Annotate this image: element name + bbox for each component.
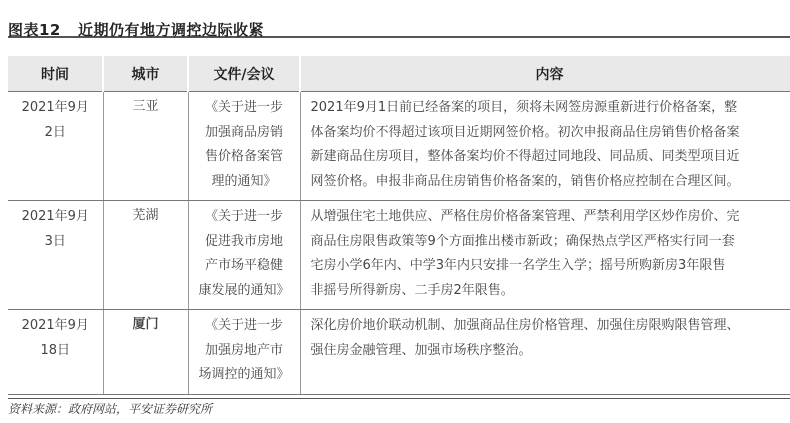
date-line: 2021年9月 bbox=[21, 209, 89, 224]
document-line: 产市场平稳健 bbox=[204, 258, 283, 273]
caption-text: 图表12 近期仍有地方调控边际收紧 bbox=[8, 21, 265, 39]
document-line: 康发展的通知》 bbox=[198, 282, 290, 298]
source-note: 资料来源：政府网站，平安证券研究所 bbox=[8, 398, 790, 417]
content-line: 从增强住宅土地供应、严格住房价格备案管理、严禁利用学区炒作房价、完 bbox=[310, 209, 740, 224]
header-city: 城市 bbox=[103, 56, 188, 92]
date-line: 18日 bbox=[40, 342, 71, 358]
document-line: 《关于进一步 bbox=[204, 318, 283, 333]
table-row bbox=[8, 310, 790, 395]
date-line: 3日 bbox=[44, 233, 66, 249]
date-line: 2021年9月 bbox=[21, 100, 89, 115]
document-line: 售价格备案管 bbox=[204, 149, 283, 164]
content-line: 网签价格。申报非商品住房销售价格备案的，销售价格应控制在合理区间。 bbox=[310, 173, 740, 189]
header-document: 文件/会议 bbox=[188, 56, 300, 92]
document-line: 加强商品房销 bbox=[204, 124, 283, 140]
content-cell bbox=[300, 201, 790, 310]
content-line: 商品住房限售政策等9个方面推出楼市新政；确保热点学区严格实行同一套 bbox=[310, 233, 735, 249]
document-line: 加强房地产市 bbox=[204, 342, 283, 358]
document-cell bbox=[188, 201, 300, 310]
table-row bbox=[8, 92, 790, 201]
header-content: 内容 bbox=[300, 56, 790, 92]
city-cell: 芜湖 bbox=[103, 201, 188, 310]
content-cell bbox=[300, 310, 790, 395]
content-cell bbox=[300, 92, 790, 201]
content-line: 2021年9月1日前已经备案的项目，须将未网签房源重新进行价格备案，整 bbox=[310, 100, 738, 115]
header-time: 时间 bbox=[8, 56, 103, 92]
date-cell bbox=[8, 201, 103, 310]
content-line: 宅房小学6年内、中学3年内只安排一名学生入学；摇号所购新房3年限售 bbox=[310, 258, 726, 273]
content-line: 深化房价地价联动机制、加强商品住房价格管理、加强住房限购限售管理、 bbox=[310, 318, 740, 333]
document-line: 《关于进一步 bbox=[204, 100, 283, 115]
policy-table bbox=[8, 56, 790, 395]
date-cell bbox=[8, 310, 103, 395]
date-line: 2021年9月 bbox=[21, 318, 89, 333]
date-cell bbox=[8, 92, 103, 201]
document-cell bbox=[188, 92, 300, 201]
document-line: 促进我市房地 bbox=[204, 233, 283, 249]
content-line: 强住房金融管理、加强市场秩序整治。 bbox=[310, 342, 532, 358]
city-cell: 三亚 bbox=[103, 92, 188, 201]
date-line: 2日 bbox=[44, 124, 66, 140]
city-cell: 厦门 bbox=[103, 310, 188, 395]
document-cell bbox=[188, 310, 300, 395]
document-line: 《关于进一步 bbox=[204, 209, 283, 224]
content-line: 非摇号所得新房、二手房2年限售。 bbox=[310, 282, 514, 298]
content-line: 新建商品住房项目，整体备案均价不得超过同地段、同品质、同类型项目近 bbox=[310, 149, 740, 164]
caption bbox=[8, 2, 790, 38]
table-row bbox=[8, 201, 790, 310]
document-line: 理的通知》 bbox=[211, 173, 277, 189]
content-line: 体备案均价不得超过该项目近期网签价格。初次申报商品住房销售价格备案 bbox=[310, 124, 740, 140]
document-line: 场调控的通知》 bbox=[198, 367, 290, 382]
table-header-row bbox=[8, 56, 790, 92]
